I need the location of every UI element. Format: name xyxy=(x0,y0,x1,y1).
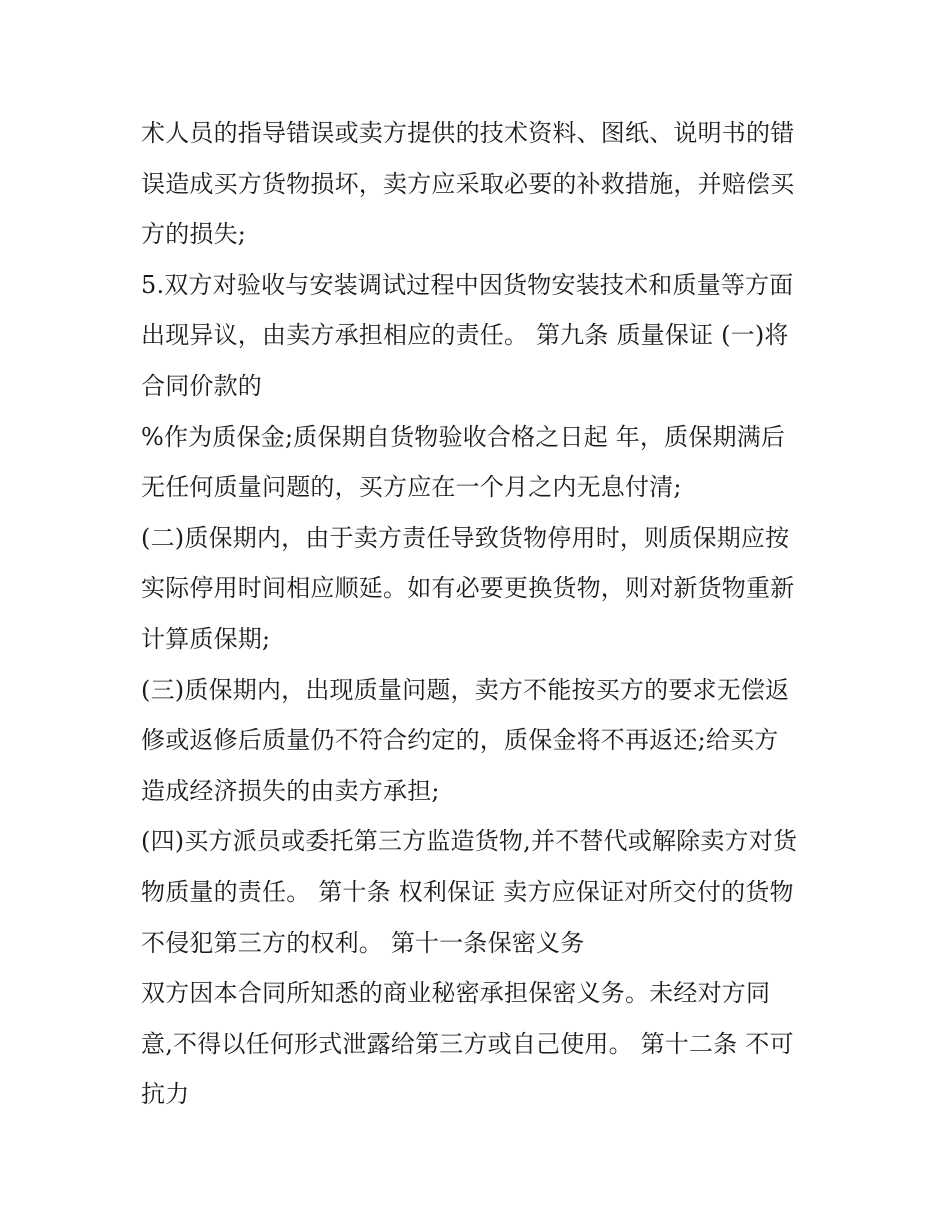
text-line: 计算质保期; xyxy=(141,624,271,653)
text-line: 不侵犯第三方的权利。 第十一条保密义务 xyxy=(141,928,585,957)
text-line: 实际停用时间相应顺延。如有必要更换货物，则对新货物重新 xyxy=(141,574,795,603)
text-line: 修或返修后质量仍不符合约定的，质保金将不再返还;给买方 xyxy=(141,726,779,755)
text-line: 方的损失; xyxy=(141,220,247,249)
text-line: %作为质保金;质保期自货物验收合格之日起 年，质保期满后 xyxy=(141,422,786,451)
text-line: (二)质保期内，由于卖方责任导致货物停用时，则质保期应按 xyxy=(141,523,790,552)
text-line: 无任何质量问题的，买方应在一个月之内无息付清; xyxy=(141,473,682,502)
text-line: 5.双方对验收与安装调试过程中因货物安装技术和质量等方面 xyxy=(141,270,794,299)
text-line: 术人员的指导错误或卖方提供的技术资料、图纸、说明书的错 xyxy=(141,119,795,147)
text-line: (四)买方派员或委托第三方监造货物,并不替代或解除卖方对货 xyxy=(141,827,798,856)
text-line: (三)质保期内，出现质量问题，卖方不能按买方的要求无偿返 xyxy=(141,675,790,704)
text-line: 双方因本合同所知悉的商业秘密承担保密义务。未经对方同 xyxy=(141,979,771,1008)
text-line: 误造成买方货物损坏，卖方应采取必要的补救措施，并赔偿买 xyxy=(141,169,795,198)
text-line: 出现异议，由卖方承担相应的责任。 第九条 质量保证 (一)将 xyxy=(141,321,789,350)
text-line: 物质量的责任。 第十条 权利保证 卖方应保证对所交付的货物 xyxy=(141,877,794,906)
document-body xyxy=(141,108,821,1120)
text-line: 合同价款的 xyxy=(141,371,262,400)
text-line: 抗力 xyxy=(141,1080,190,1109)
text-line: 造成经济损失的由卖方承担; xyxy=(141,776,440,805)
text-line: 意,不得以任何形式泄露给第三方或自己使用。 第十二条 不可 xyxy=(141,1029,794,1058)
